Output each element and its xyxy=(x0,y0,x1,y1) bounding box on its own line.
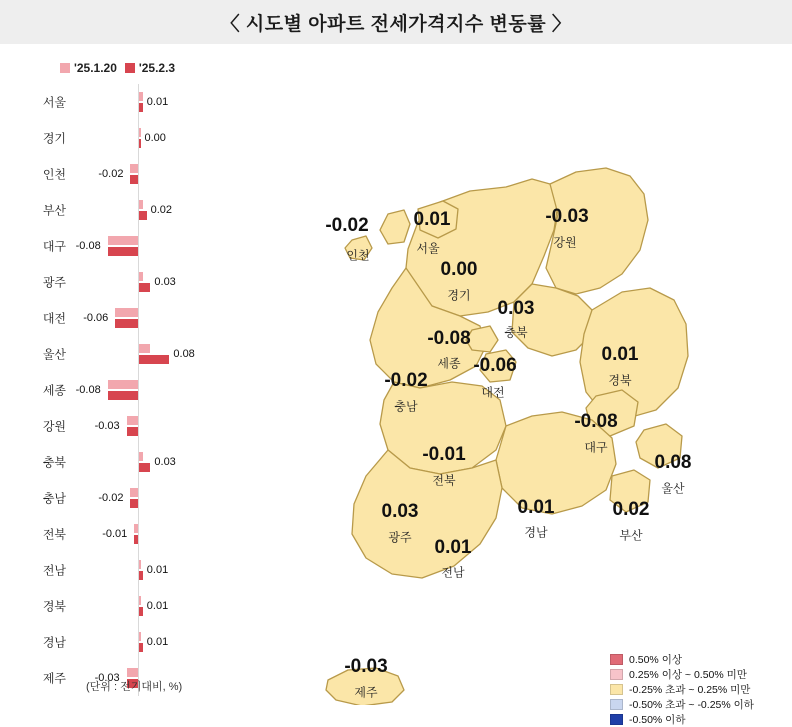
legend-swatch-prev-icon xyxy=(60,63,70,73)
bar-prev xyxy=(139,596,141,605)
bar-value-label: -0.08 xyxy=(75,240,101,252)
bar-value-label: 0.01 xyxy=(146,600,169,612)
map-value-전남: 0.01 xyxy=(434,537,472,558)
bar-row-label: 광주 xyxy=(42,275,66,290)
legend-swatch-curr-icon xyxy=(125,63,135,73)
zero-axis xyxy=(138,408,139,444)
bar-row xyxy=(0,264,310,300)
zero-axis xyxy=(138,588,139,624)
bar-row-plot xyxy=(75,228,238,264)
bar-value-label: 0.03 xyxy=(154,276,176,288)
bar-row-label: 울산 xyxy=(42,347,66,362)
korea-map-svg xyxy=(300,44,792,705)
bar-row-label: 제주 xyxy=(42,671,66,686)
map-region-name-인천: 인천 xyxy=(346,248,370,263)
bar-curr xyxy=(130,175,138,184)
bar-row xyxy=(0,408,310,444)
map-legend-label: 0.50% 이상 xyxy=(629,654,682,666)
map-region-name-제주: 제주 xyxy=(354,685,378,700)
zero-axis xyxy=(138,300,139,336)
map-value-인천: -0.02 xyxy=(325,215,369,236)
bar-value-label: 0.01 xyxy=(146,636,169,648)
bar-row-plot xyxy=(78,588,238,624)
bar-row-plot xyxy=(78,552,238,588)
bar-prev xyxy=(115,308,138,317)
map-region-name-강원: 강원 xyxy=(553,235,577,250)
bar-value-label: -0.02 xyxy=(98,168,124,180)
zero-axis xyxy=(138,228,139,264)
bar-row-plot xyxy=(78,300,238,336)
legend-label-prev: '25.1.20 xyxy=(74,61,117,75)
bar-row-plot xyxy=(78,192,238,228)
zero-axis xyxy=(138,120,139,156)
bar-curr xyxy=(130,499,138,508)
bar-row-label: 전남 xyxy=(42,563,66,578)
map-legend-swatch-icon xyxy=(610,654,623,665)
bar-row-label: 부산 xyxy=(42,203,66,218)
korea-map xyxy=(300,44,792,705)
map-value-세종: -0.08 xyxy=(427,328,471,349)
bar-prev xyxy=(139,128,141,137)
bar-row-plot xyxy=(78,120,238,156)
bar-value-label: -0.03 xyxy=(94,420,120,432)
bar-prev xyxy=(139,452,143,461)
bar-curr xyxy=(139,643,143,652)
bar-prev xyxy=(130,488,138,497)
bar-value-label: -0.01 xyxy=(102,528,128,540)
map-region-name-경북: 경북 xyxy=(608,373,632,388)
bar-curr xyxy=(139,139,141,148)
map-region-name-세종: 세종 xyxy=(437,356,461,371)
bar-prev xyxy=(139,272,143,281)
map-value-대전: -0.06 xyxy=(473,355,517,376)
bar-value-label: 0.03 xyxy=(154,456,176,468)
bar-row xyxy=(0,552,310,588)
bar-row-plot xyxy=(78,444,238,480)
map-value-충북: 0.03 xyxy=(497,298,535,319)
bar-chart-legend xyxy=(60,58,280,78)
map-value-서울: 0.01 xyxy=(413,209,451,230)
map-legend-label: -0.50% 이하 xyxy=(629,714,686,726)
bar-prev xyxy=(139,560,141,569)
bar-prev xyxy=(127,668,138,677)
zero-axis xyxy=(138,552,139,588)
map-region-name-서울: 서울 xyxy=(416,241,440,256)
map-legend-label: -0.50% 초과 ~ -0.25% 이하 xyxy=(629,699,754,711)
bar-prev xyxy=(134,524,138,533)
zero-axis xyxy=(138,444,139,480)
bar-row-plot xyxy=(78,408,238,444)
bar-curr xyxy=(139,283,150,292)
bar-row xyxy=(0,120,310,156)
map-legend-row xyxy=(610,682,785,697)
bar-row-label: 서울 xyxy=(42,95,66,110)
legend-item-curr xyxy=(125,61,175,75)
map-region-name-울산: 울산 xyxy=(661,481,685,496)
bar-row-plot xyxy=(75,372,238,408)
bar-value-label: -0.03 xyxy=(94,672,120,684)
zero-axis xyxy=(138,156,139,192)
map-region-name-부산: 부산 xyxy=(619,528,643,543)
map-value-제주: -0.03 xyxy=(344,656,388,677)
bar-row-label: 대구 xyxy=(42,239,66,254)
bar-row-plot xyxy=(78,264,238,300)
bar-row xyxy=(0,84,310,120)
bar-value-label: -0.02 xyxy=(98,492,124,504)
bar-curr xyxy=(139,571,143,580)
bar-curr xyxy=(139,103,143,112)
zero-axis xyxy=(138,480,139,516)
bar-row-label: 인천 xyxy=(42,167,66,182)
bar-value-label: 0.02 xyxy=(150,204,173,216)
bar-row-plot xyxy=(78,624,238,660)
bar-value-label: -0.06 xyxy=(83,312,109,324)
map-value-강원: -0.03 xyxy=(545,206,589,227)
map-value-대구: -0.08 xyxy=(574,411,618,432)
map-value-부산: 0.02 xyxy=(612,499,650,520)
bar-prev xyxy=(139,92,143,101)
bar-prev xyxy=(130,164,138,173)
map-legend-swatch-icon xyxy=(610,684,623,695)
zero-axis xyxy=(138,84,139,120)
map-region-name-경남: 경남 xyxy=(524,525,548,540)
map-legend-row xyxy=(610,652,785,667)
map-legend-swatch-icon xyxy=(610,714,623,725)
bar-row xyxy=(0,480,310,516)
zero-axis xyxy=(138,264,139,300)
bar-row-label: 경기 xyxy=(42,131,66,146)
bar-curr xyxy=(108,391,138,400)
content-area xyxy=(0,44,792,726)
bar-row xyxy=(0,336,310,372)
map-value-광주: 0.03 xyxy=(381,501,419,522)
unit-note: (단위 : 전기대비, %) xyxy=(86,681,183,693)
zero-axis xyxy=(138,372,139,408)
bar-curr xyxy=(139,463,150,472)
bar-row-label: 전북 xyxy=(42,527,66,542)
bar-value-label: 0.01 xyxy=(146,96,169,108)
map-legend-row xyxy=(610,712,785,727)
map-legend-label: -0.25% 초과 ~ 0.25% 미만 xyxy=(629,684,751,696)
map-value-경남: 0.01 xyxy=(517,497,555,518)
bar-row-label: 경북 xyxy=(42,599,66,614)
bar-row-plot xyxy=(78,84,238,120)
bar-row xyxy=(0,228,310,264)
map-legend xyxy=(610,652,785,727)
region-incheon xyxy=(380,210,410,244)
bar-curr xyxy=(139,607,143,616)
bar-value-label: 0.01 xyxy=(146,564,169,576)
bar-row xyxy=(0,516,310,552)
bar-row xyxy=(0,444,310,480)
map-region-name-경기: 경기 xyxy=(447,288,471,303)
bar-chart-rows xyxy=(0,84,310,696)
bar-curr xyxy=(134,535,138,544)
bar-row-label: 대전 xyxy=(42,311,66,326)
map-value-경북: 0.01 xyxy=(601,344,639,365)
bar-value-label: -0.08 xyxy=(75,384,101,396)
bar-value-label: 0.08 xyxy=(173,348,195,360)
bar-row-label: 충남 xyxy=(42,491,66,506)
page-title: 〈 시도별 아파트 전세가격지수 변동률 〉 xyxy=(220,13,572,35)
map-value-충남: -0.02 xyxy=(384,370,428,391)
region-gangwon xyxy=(546,168,648,294)
zero-axis xyxy=(138,192,139,228)
map-region-name-광주: 광주 xyxy=(388,530,412,545)
bar-prev xyxy=(127,416,138,425)
bar-curr xyxy=(139,211,147,220)
legend-item-prev xyxy=(60,61,117,75)
bar-row-plot xyxy=(78,516,238,552)
map-value-울산: 0.08 xyxy=(654,452,692,473)
zero-axis xyxy=(138,624,139,660)
map-region-name-전북: 전북 xyxy=(432,473,456,488)
bar-row-plot xyxy=(78,336,238,372)
bar-chart xyxy=(0,44,310,705)
map-region-name-대구: 대구 xyxy=(584,440,608,455)
bar-curr xyxy=(115,319,138,328)
bar-row-label: 강원 xyxy=(42,419,66,434)
map-legend-row xyxy=(610,667,785,682)
bar-prev xyxy=(139,344,150,353)
bar-row xyxy=(0,372,310,408)
bar-row xyxy=(0,624,310,660)
bar-curr xyxy=(108,247,138,256)
map-region-name-대전: 대전 xyxy=(481,385,505,400)
zero-axis xyxy=(138,336,139,372)
bar-prev xyxy=(108,380,138,389)
bar-row-plot xyxy=(78,480,238,516)
map-region-name-충남: 충남 xyxy=(394,399,418,414)
bar-row-label: 충북 xyxy=(42,455,66,470)
bar-curr xyxy=(139,355,169,364)
bar-prev xyxy=(139,200,143,209)
legend-label-curr: '25.2.3 xyxy=(138,61,176,75)
bar-row-label: 경남 xyxy=(42,635,66,650)
map-legend-swatch-icon xyxy=(610,669,623,680)
map-region-name-전남: 전남 xyxy=(441,565,465,580)
title-bar xyxy=(0,0,792,44)
bar-curr xyxy=(127,427,138,436)
bar-row xyxy=(0,300,310,336)
bar-prev xyxy=(108,236,138,245)
bar-value-label: 0.00 xyxy=(144,132,166,144)
map-legend-label: 0.25% 이상 ~ 0.50% 미만 xyxy=(629,669,747,681)
map-region-name-충북: 충북 xyxy=(504,325,528,340)
map-value-경기: 0.00 xyxy=(440,259,478,280)
zero-axis xyxy=(138,516,139,552)
region-chungbuk xyxy=(512,284,592,356)
bar-row xyxy=(0,588,310,624)
bar-row xyxy=(0,156,310,192)
bar-row xyxy=(0,192,310,228)
bar-row-plot xyxy=(78,156,238,192)
bar-prev xyxy=(139,632,141,641)
bar-row-label: 세종 xyxy=(42,383,66,398)
map-value-전북: -0.01 xyxy=(422,444,466,465)
